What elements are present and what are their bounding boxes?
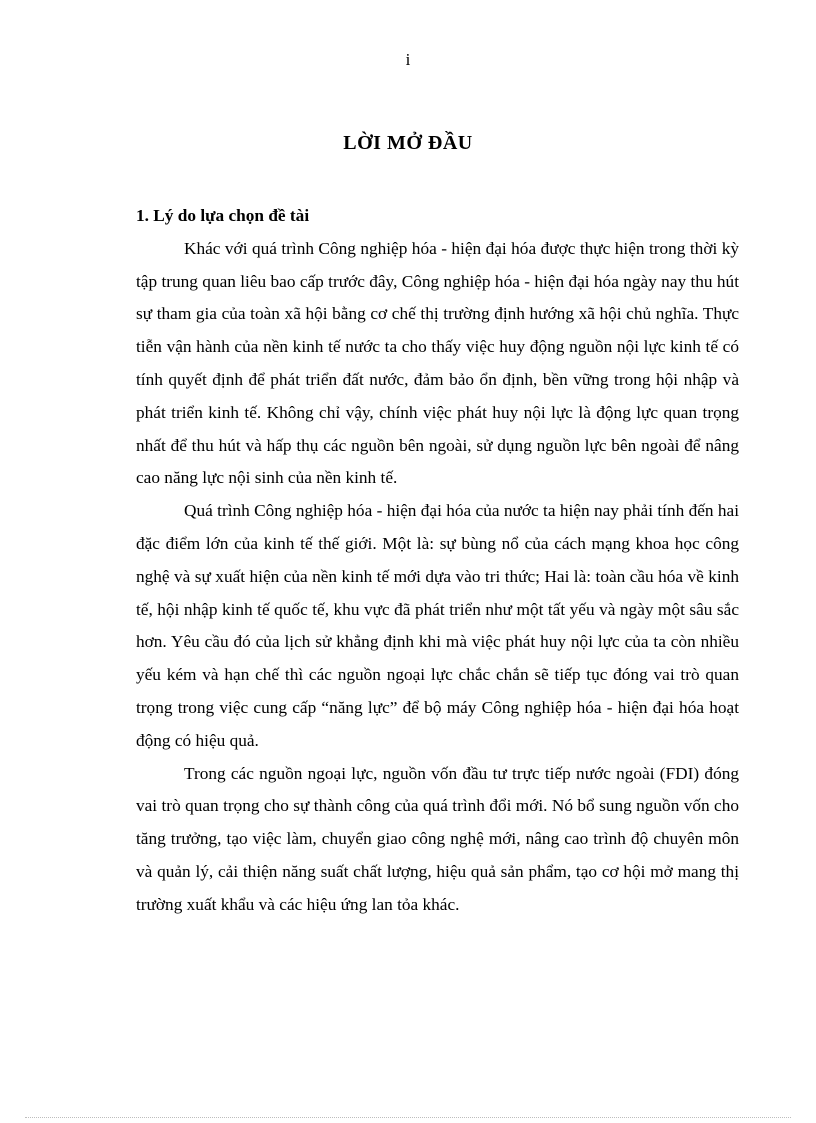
page-number: i <box>405 50 411 69</box>
page-bottom-divider <box>25 1117 791 1118</box>
section-content <box>136 200 739 922</box>
paragraph-3: Trong các nguồn ngoại lực, nguồn vốn đầu tư trực tiếp nước ngoài (FDI) đóng vai trò quan trọng cho sự thành công của quá trình đổi mới. Nó bổ sung nguồn vốn cho tăng trưởng, tạo việc làm, chuyển giao công nghệ mới, nâng cao trình độ chuyên môn và quản lý, cải thiện năng suất chất lượng, hiệu quả sản phẩm, tạo cơ hội mở mang thị trường xuất khẩu và các hiệu ứng lan tỏa khác. <box>136 763 739 914</box>
page-title: LỜI MỞ ĐẦU <box>343 132 473 154</box>
section-heading: 1. Lý do lựa chọn đề tài <box>136 206 310 225</box>
paragraph-1: Khác với quá trình Công nghiệp hóa - hiện đại hóa được thực hiện trong thời kỳ tập trung quan liêu bao cấp trước đây, Công nghiệp hóa - hiện đại hóa ngày nay thu hút sự tham gia của toàn xã hội bằng cơ chế thị trường định hướng xã hội chủ nghĩa. Thực tiễn vận hành của nền kinh tế nước ta cho thấy việc huy động nguồn nội lực kinh tế có tính quyết định để phát triển đất nước, đảm bảo ổn định, bền vững trong hội nhập và phát triển kinh tế. Không chỉ vậy, chính việc phát huy nội lực là động lực quan trọng nhất để thu hút và hấp thụ các nguồn bên ngoài, sử dụng nguồn lực bên ngoài để nâng cao năng lực nội sinh của nền kinh tế. <box>136 238 739 488</box>
paragraph-2: Quá trình Công nghiệp hóa - hiện đại hóa của nước ta hiện nay phải tính đến hai đặc điểm lớn của kinh tế thế giới. Một là: sự bùng nổ của cách mạng khoa học công nghệ và sự xuất hiện của nền kinh tế mới dựa vào tri thức; Hai là: toàn cầu hóa về kinh tế, hội nhập kinh tế quốc tế, khu vực đã phát triển như một tất yếu và ngày một sâu sắc hơn. Yêu cầu đó của lịch sử khẳng định khi mà việc phát huy nội lực của ta còn nhiều yếu kém và hạn chế thì các nguồn ngoại lực chắc chắn sẽ tiếp tục đóng vai trò quan trọng trong việc cung cấp “năng lực” để bộ máy Công nghiệp hóa - hiện đại hóa hoạt động có hiệu quả. <box>136 501 739 750</box>
